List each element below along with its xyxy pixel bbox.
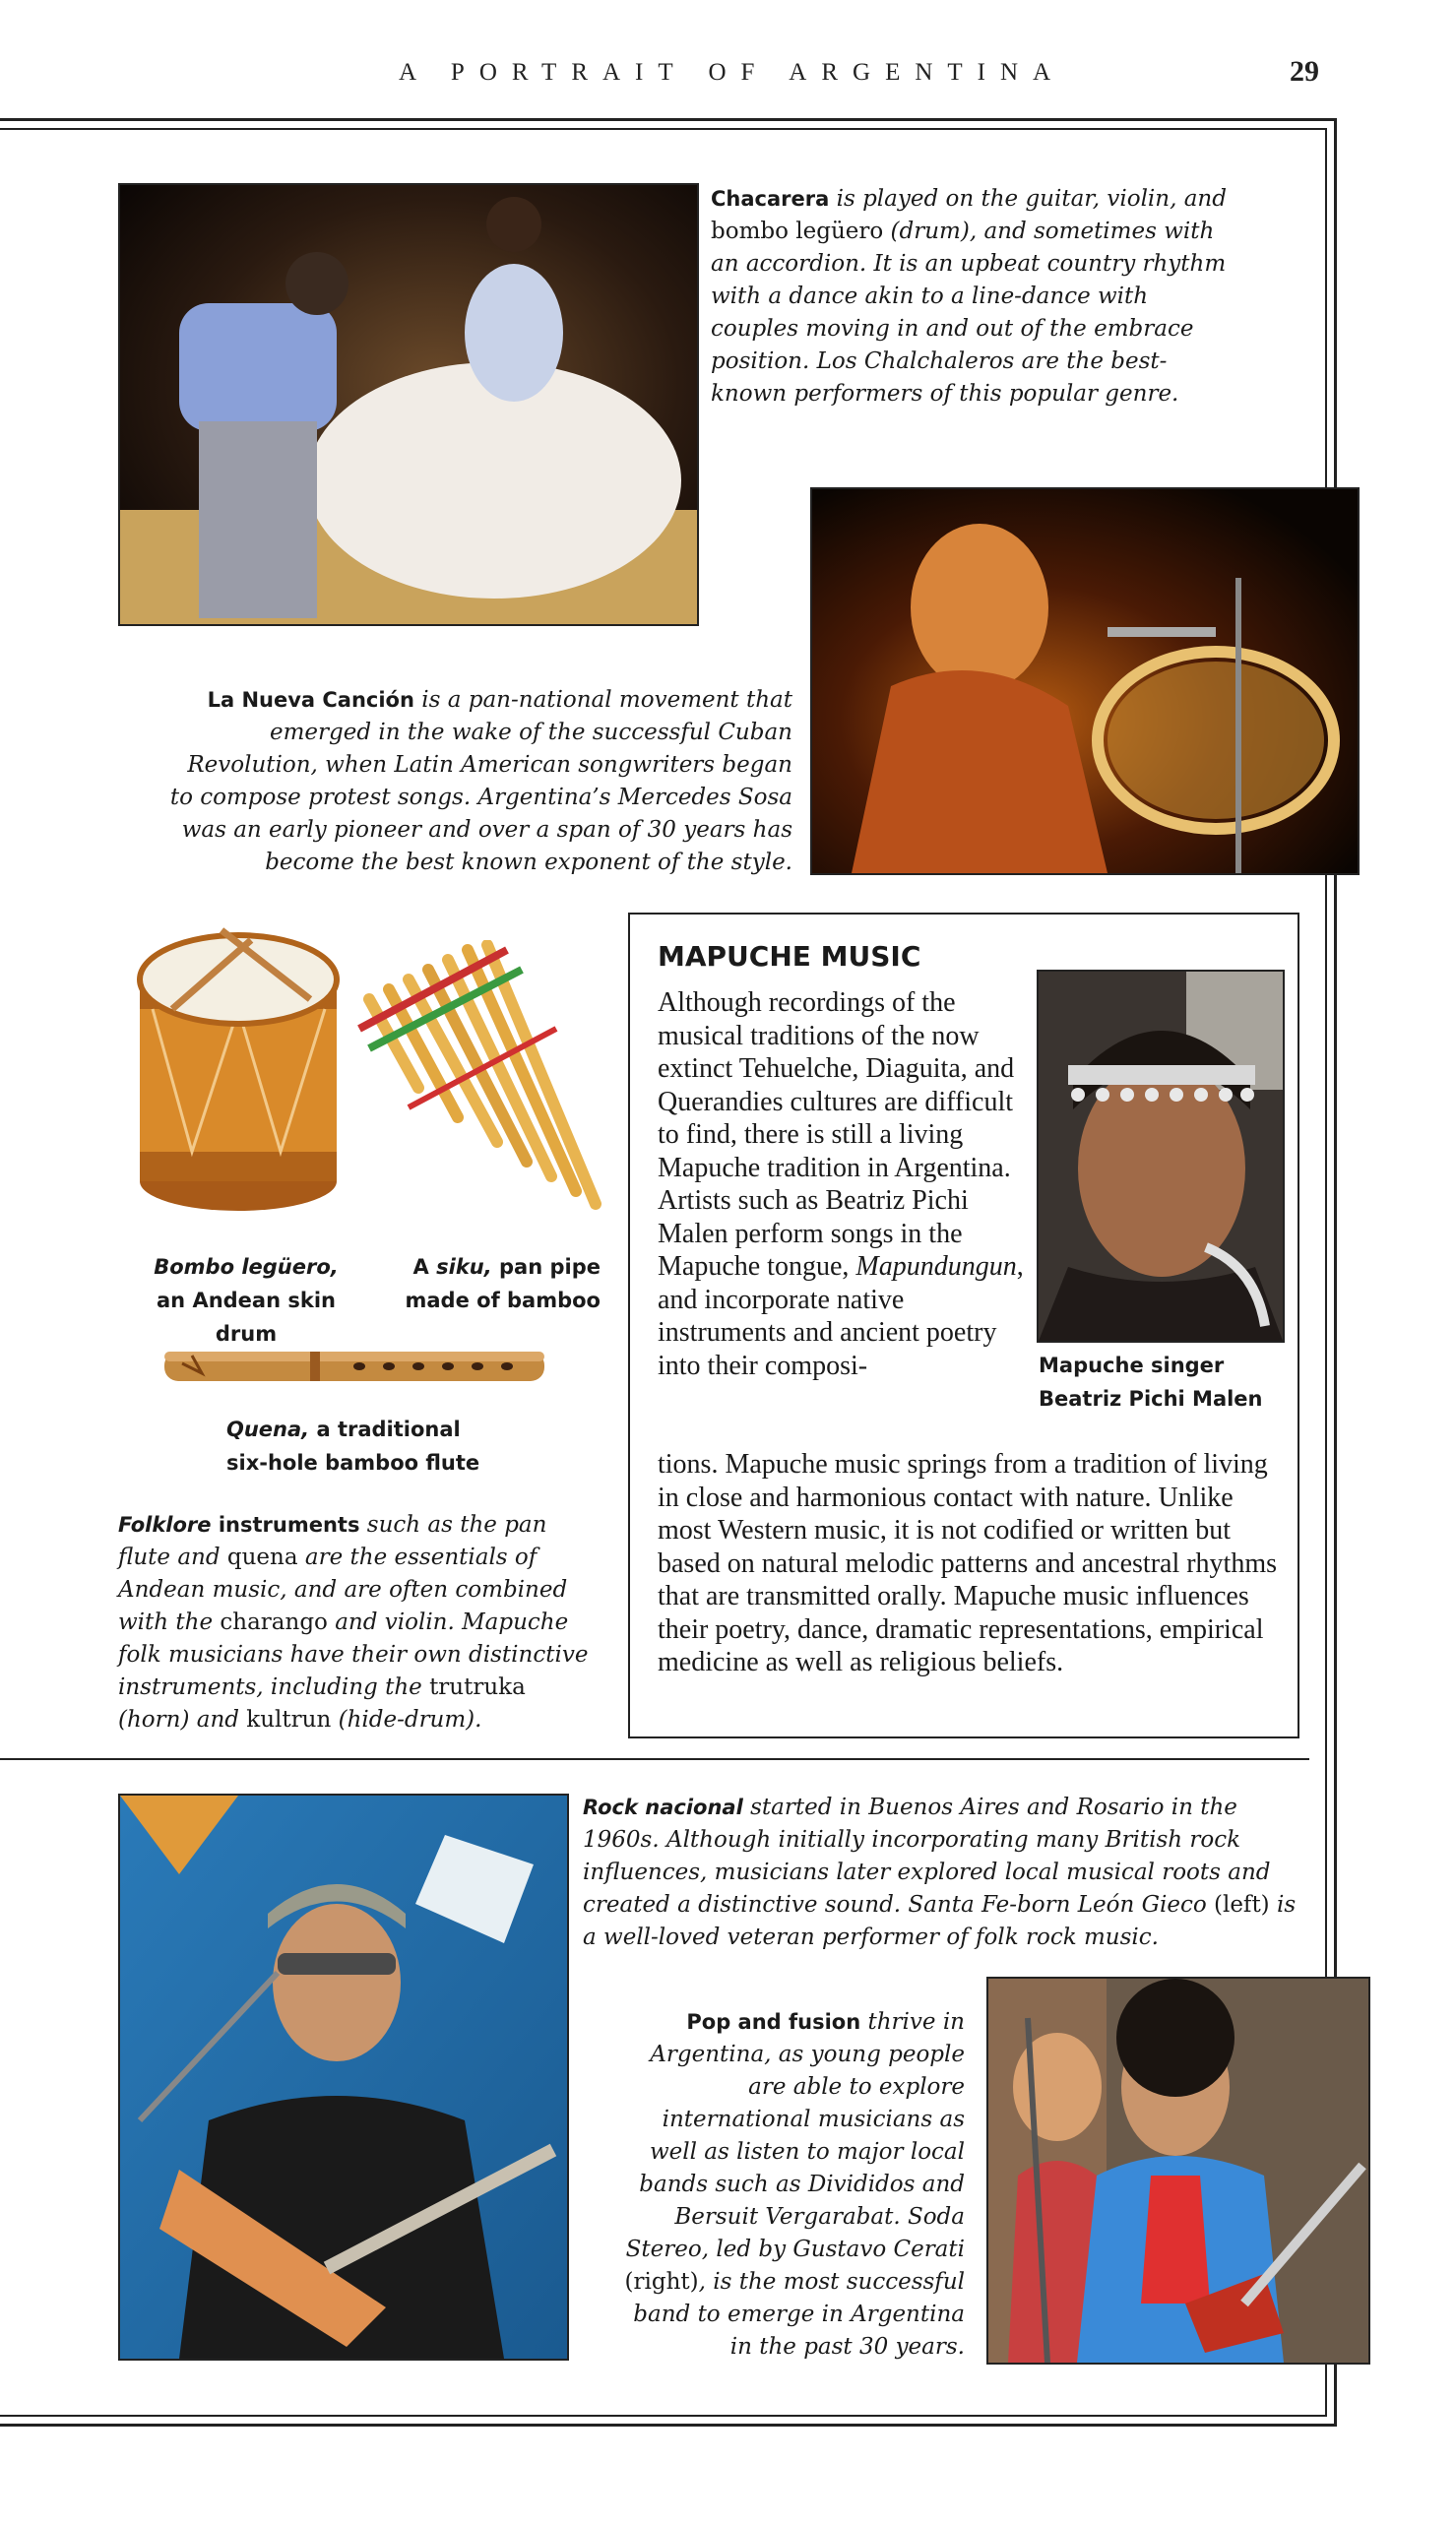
pop-text-2: , is the most successful band to emerge in Argentina in the past 30 years. [633,2269,965,2360]
siku-caption [404,1250,601,1317]
siku-desc: pan pipe made of bamboo [405,1255,601,1312]
nueva-cancion-caption [167,684,792,879]
beatriz-pichi-malen-photo [1037,970,1285,1343]
bottom-rule-inner [0,2415,1327,2417]
quena-desc: a traditional six-hole bamboo flute [226,1418,480,1475]
pop-text-1: thrive in Argentina, as young people are able to explore international musicians as well as listen to major local bands such as Divididos and Bersuit Vergarabat. Soda Stereo, led by Gustavo Cerati [625,2009,965,2262]
running-head [0,55,1456,98]
folklore-roman-4: kultrun [246,1707,332,1733]
bombo-name: Bombo legüero, [154,1255,339,1279]
folklore-roman-1: quena [226,1545,298,1570]
section-divider [0,1758,1309,1760]
bombo-drum-image [133,920,345,1216]
folklore-text-5: (hide-drum). [331,1707,482,1733]
mapuche-box-title: MAPUCHE MUSIC [658,940,921,973]
nueva-cancion-text: is a pan-national movement that emerged in the wake of the successful Cuban Revolution, when Latin American songwriters began to compose protest songs. Argentina’s Mercedes Sosa was an early pioneer and over a span of 30 years has become the best known exponent of the style. [169,687,792,875]
folklore-text-3: and violin. Mapuche folk musicians have their own distinctive instruments, including the [118,1610,589,1700]
chacarera-roman-1: bombo legüero [711,219,884,244]
chacarera-text-1: is played on the guitar, violin, and [829,186,1227,212]
rock-roman-1: (left) [1213,1892,1270,1918]
mapuche-body-1b: tions. Mapuche music springs from a tradition of living in close and harmonious contact with nature. Unlike most Western music, it is not codified or written but based on natural melodic patterns and ancestral rhythms that are transmitted orally. Mapuche music influences their poetry, dance, dramatic representations, empirical medicine as well as religious beliefs. [658,1449,1278,1677]
running-head-title: A PORTRAIT OF ARGENTINA [399,59,1066,86]
folklore-roman-2: charango [220,1610,328,1635]
top-rule [0,118,1337,121]
siku-pan-pipe-image [349,940,610,1216]
quena-flute-image [162,1344,548,1393]
chacarera-caption [711,183,1242,410]
quena-name: Quena, [226,1418,310,1441]
folklore-term-italic: Folklore [118,1513,212,1537]
rock-nacional-caption [583,1792,1316,1954]
top-rule-inner [0,128,1327,130]
folklore-term-2: instruments [211,1513,360,1537]
siku-name: siku, [436,1255,492,1279]
chacarera-text-2: (drum), and sometimes with an accordion. It is an upbeat country rhythm with a dance akin to a line-dance with couples moving in and out of the embrace position. Los Chalchaleros are the best-known performers of this popular genre. [711,219,1227,407]
folklore-term [118,1513,359,1537]
bombo-desc: an Andean skin drum [157,1289,336,1346]
rock-text-2: is a well-loved veteran performer of folk rock music. [583,1892,1297,1950]
quena-caption [226,1413,482,1480]
siku-prefix: A [412,1255,437,1279]
mapuche-body-1a: Although recordings of the musical traditions of the now extinct Tehuelche, Diaguita, and Querandies cultures are difficult to find, there is still a living Mapuche tradition in Argentina. Artists such as Beatriz Pichi Malen perform songs in the Mapuche tongue, Mapundungun, and incorporate native instruments and ancient poetry into their composi- [658,987,1024,1381]
chacarera-term: Chacarera [711,187,830,211]
bottom-rule [0,2424,1337,2427]
bombo-caption [138,1250,354,1351]
mapuche-box-text-column [658,986,1027,1382]
gustavo-cerati-photo [986,1977,1370,2365]
mercedes-sosa-photo [810,487,1360,875]
rock-nacional-term [583,1796,743,1819]
rock-text-1: started in Buenos Aires and Rosario in the 1960s. Although initially incorporating many British rock influences, musicians later explored local musical roots and created a distinctive sound. Santa Fe-born León Gieco [583,1795,1271,1918]
folklore-caption [118,1509,601,1736]
pop-fusion-caption [615,2006,965,2364]
mapuche-tongue-italic: Mapundungun [855,1251,1017,1282]
pop-roman-1: (right) [624,2269,699,2295]
pop-fusion-term: Pop and fusion [686,2010,861,2034]
folklore-text-1: such as the pan flute and [118,1512,547,1570]
leon-gieco-photo [118,1794,569,2361]
nueva-cancion-term: La Nueva Canción [207,688,414,712]
mapuche-box-text-wide [658,1448,1288,1679]
folklore-roman-3: trutruka [429,1674,526,1700]
chacarera-dance-photo [118,183,699,626]
rock-term-italic: Rock nacional [583,1796,743,1819]
beatriz-photo-caption: Mapuche singer Beatriz Pichi Malen [1039,1354,1263,1411]
folklore-text-4: (horn) and [118,1707,247,1733]
folklore-text-2: are the essentials of Andean music, and are often combined with the [118,1545,568,1635]
page-number: 29 [1290,55,1319,88]
